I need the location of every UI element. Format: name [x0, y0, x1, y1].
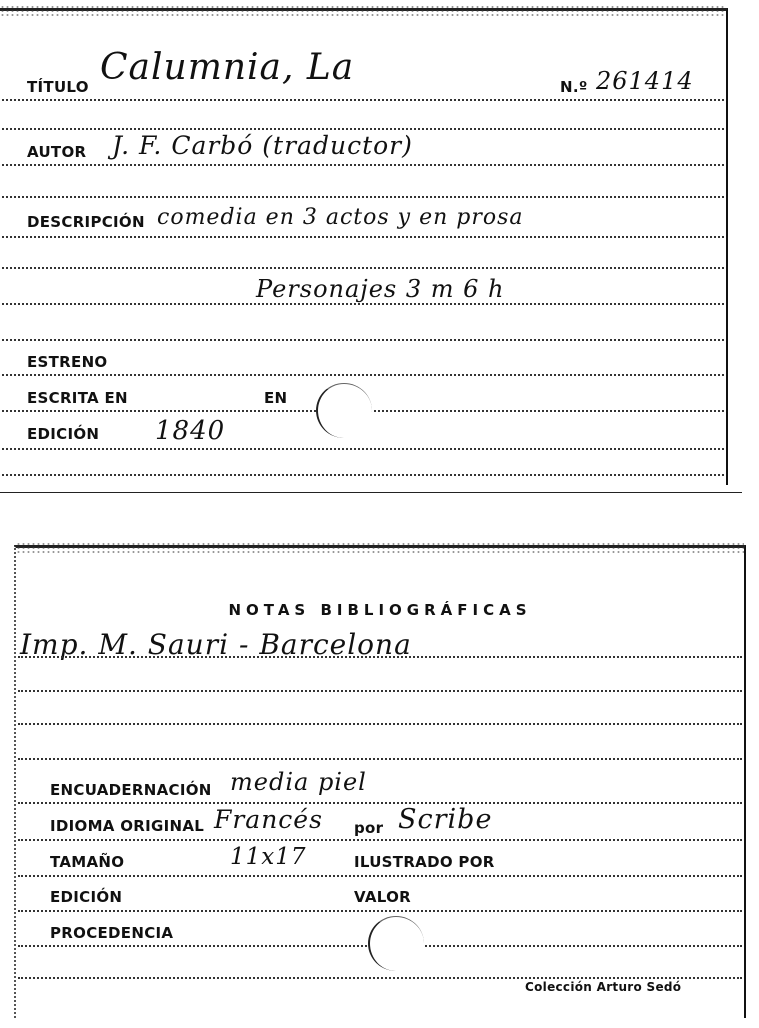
rule-line — [2, 128, 724, 130]
rule-line — [2, 339, 724, 341]
idioma-original-value: Francés — [214, 805, 323, 834]
collection-footer: Colección Arturo Sedó — [525, 980, 682, 994]
tamano-value: 11x17 — [230, 844, 307, 870]
rule-line — [18, 690, 742, 692]
card-edge-speckle — [16, 542, 744, 554]
en-label: EN — [264, 389, 288, 407]
rule-line — [18, 839, 742, 841]
rule-line — [2, 236, 724, 238]
autor-value: J. F. Carbó (traductor) — [112, 131, 413, 160]
edicion-label: EDICIÓN — [50, 888, 123, 906]
ilustrado-por-label: ILUSTRADO POR — [354, 853, 495, 871]
edicion-value: 1840 — [155, 416, 226, 446]
descripcion-value-line-2: Personajes 3 m 6 h — [256, 275, 505, 303]
rule-line — [2, 196, 724, 198]
rule-line — [18, 802, 742, 804]
estreno-label: ESTRENO — [27, 353, 108, 371]
titulo-value: Calumnia, La — [100, 47, 355, 88]
titulo-label: TÍTULO — [27, 78, 89, 96]
tamano-label: TAMAÑO — [50, 853, 125, 871]
punch-hole — [316, 383, 372, 438]
rule-line — [2, 164, 724, 166]
escrita-en-label: ESCRITA EN — [27, 389, 128, 407]
card-edge-speckle — [0, 5, 726, 17]
por-label: por — [354, 819, 384, 837]
notas-value-line-1: Imp. M. Sauri - Barcelona — [20, 628, 412, 661]
idioma-original-label: IDIOMA ORIGINAL — [50, 817, 205, 835]
numero-value: 261414 — [596, 67, 694, 95]
descripcion-value-line-1: comedia en 3 actos y en prosa — [157, 205, 524, 230]
rule-line — [2, 267, 724, 269]
rule-line — [2, 99, 724, 101]
catalog-card-back — [14, 545, 746, 1018]
rule-line — [2, 303, 724, 305]
rule-line — [18, 875, 742, 877]
por-value: Scribe — [398, 804, 493, 835]
valor-label: VALOR — [354, 888, 412, 906]
punch-hole — [368, 916, 424, 971]
catalog-card-front — [0, 8, 728, 485]
descripcion-label: DESCRIPCIÓN — [27, 213, 145, 231]
encuadernacion-value: media piel — [230, 768, 367, 796]
rule-line — [2, 474, 724, 476]
rule-line — [2, 448, 724, 450]
rule-line — [18, 723, 742, 725]
edicion-label: EDICIÓN — [27, 425, 100, 443]
autor-label: AUTOR — [27, 143, 87, 161]
rule-line — [2, 374, 724, 376]
rule-line — [18, 977, 742, 979]
card-separator-line — [0, 492, 742, 493]
notas-bibliograficas-heading: NOTAS BIBLIOGRÁFICAS — [228, 601, 532, 619]
numero-label: N.º — [560, 78, 588, 96]
encuadernacion-label: ENCUADERNACIÓN — [50, 781, 212, 799]
procedencia-label: PROCEDENCIA — [50, 924, 174, 942]
rule-line — [18, 758, 742, 760]
rule-line — [18, 656, 742, 658]
rule-line — [18, 910, 742, 912]
